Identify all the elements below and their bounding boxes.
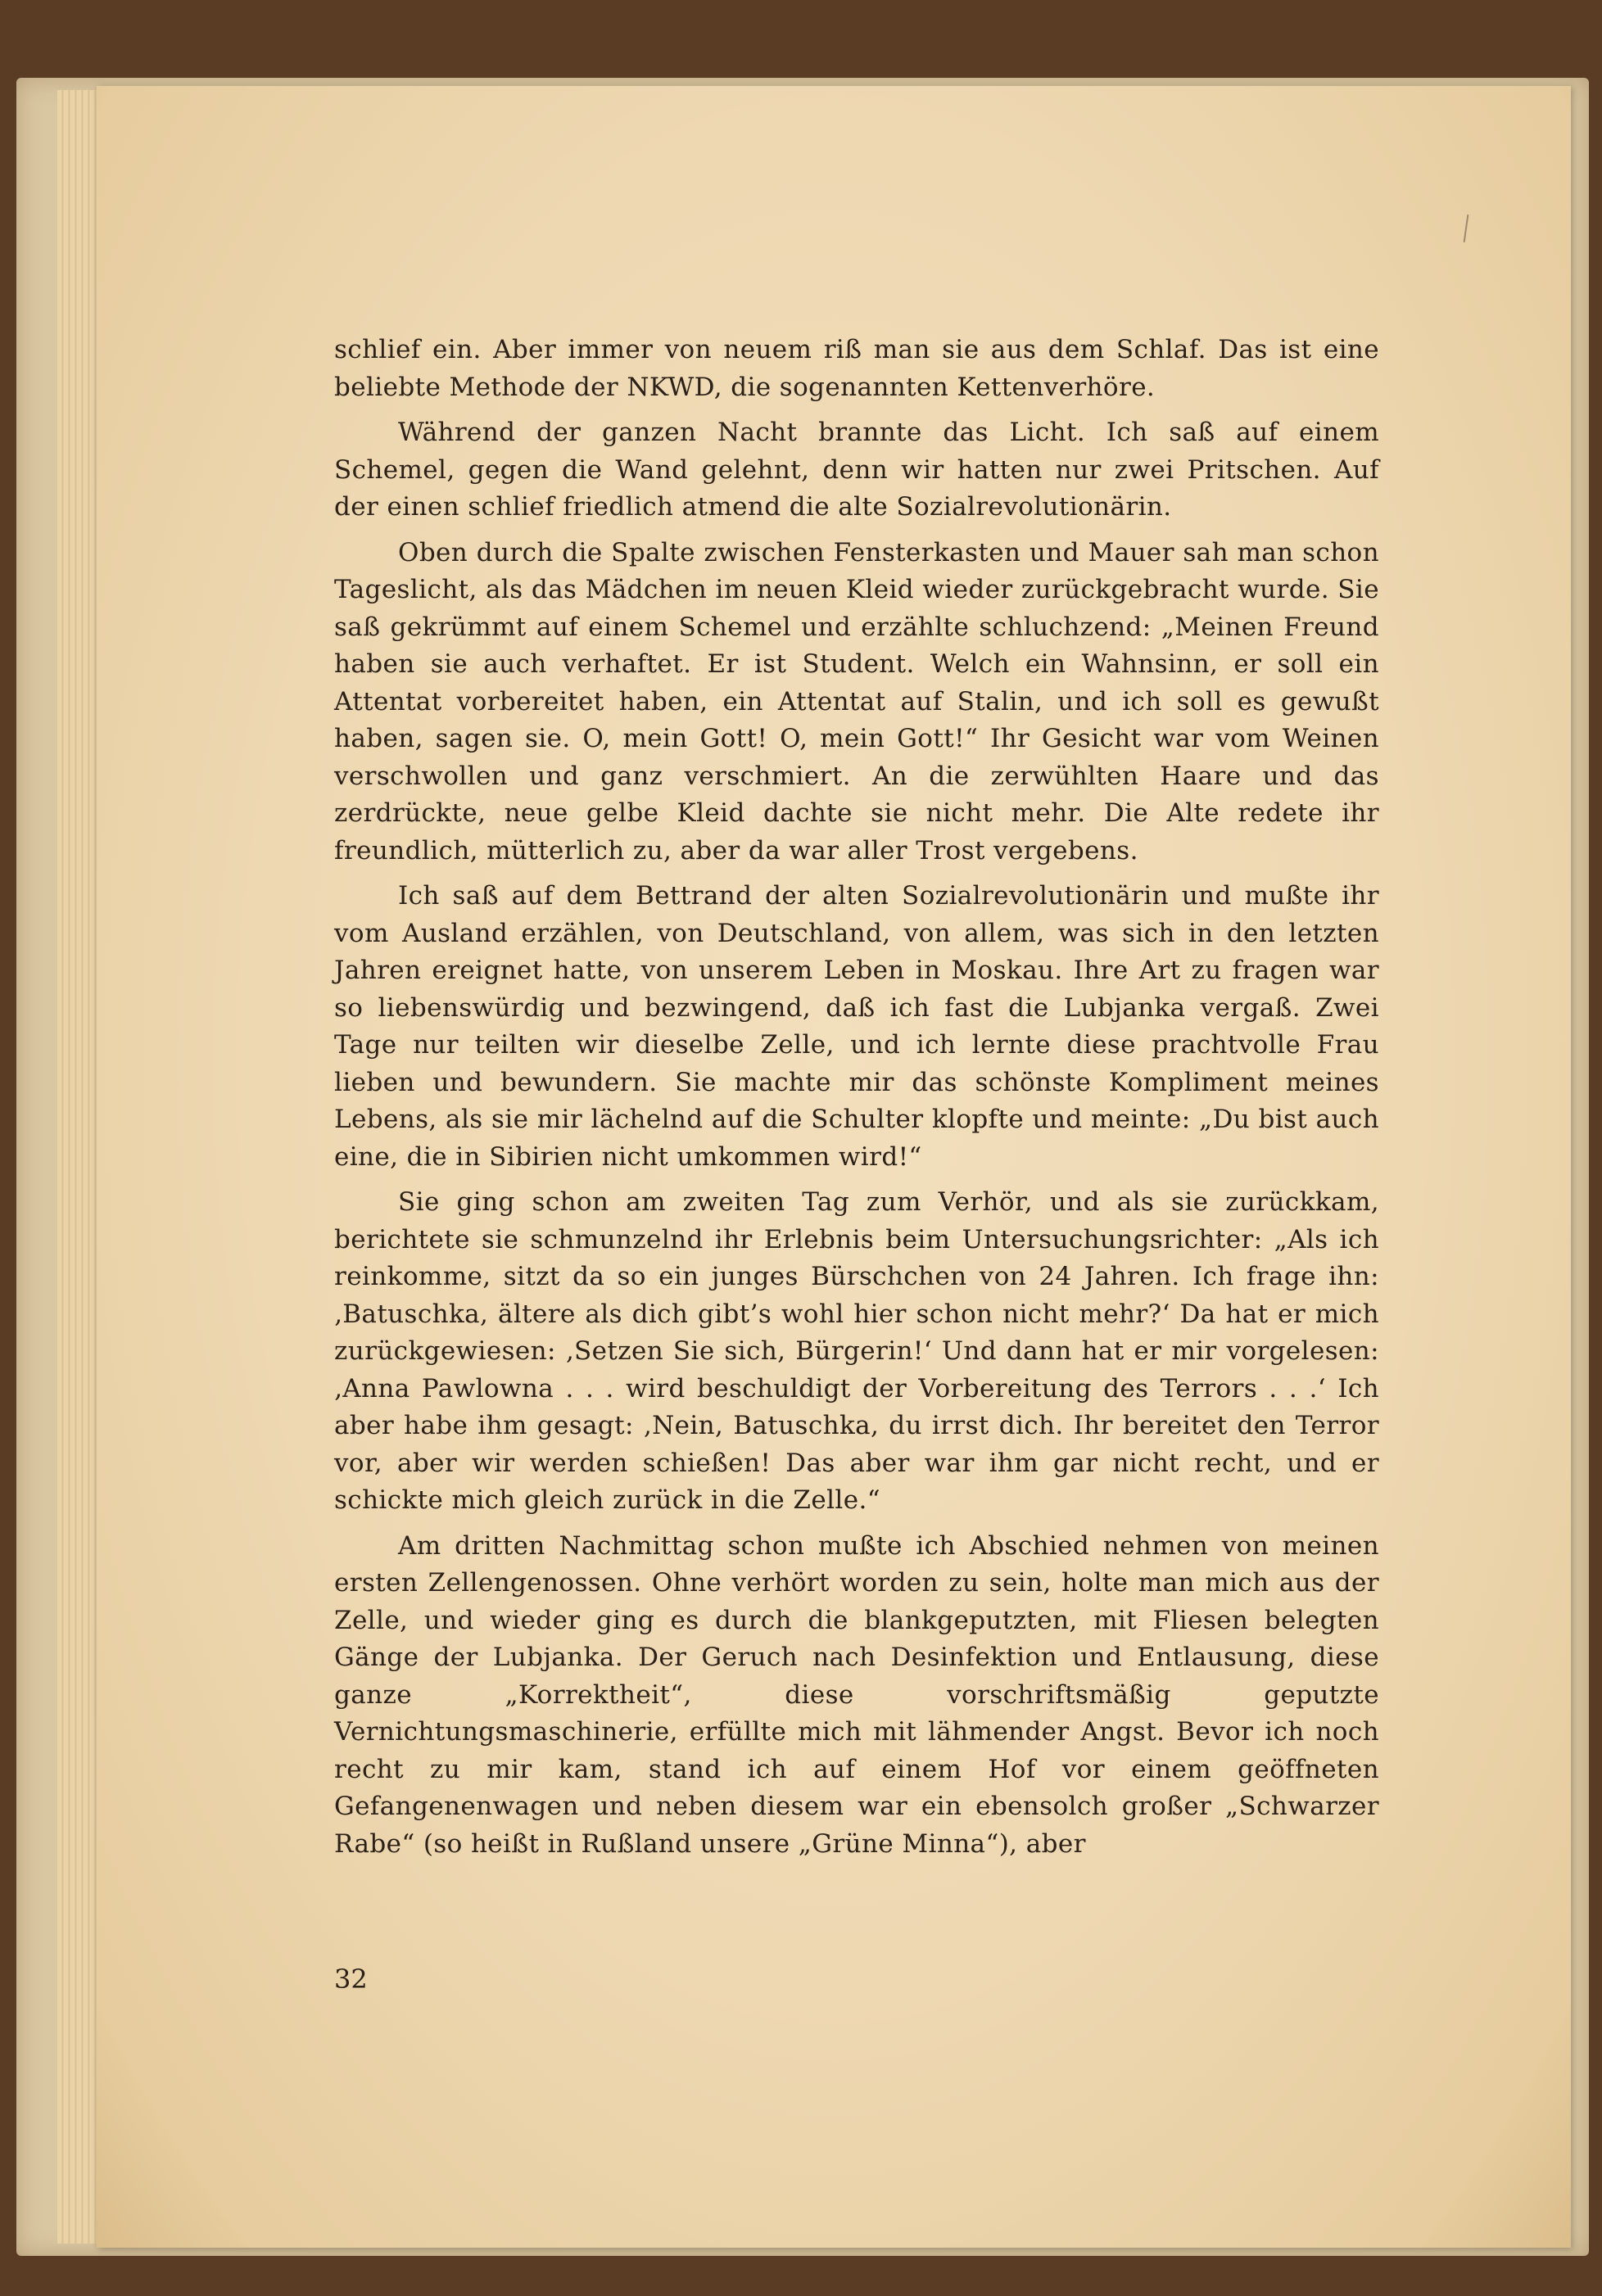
body-text <box>334 332 1379 1863</box>
paragraph: schlief ein. Aber immer von neuem riß man sie aus dem Schlaf. Das ist eine beliebte Methode der NKWD, die sogenannten Kettenverhöre. <box>334 335 1379 402</box>
page-number: 32 <box>334 1964 368 1995</box>
paragraph: Oben durch die Spalte zwischen Fensterkasten und Mauer sah man schon Tageslicht, als das Mädchen im neuen Kleid wieder zurückgebracht wurde. Sie saß gekrümmt auf einem Schemel und erzählte schluchzend: „Meinen Freund haben sie auch verhaftet. Er ist Student. Welch ein Wahnsinn, er soll ein Attentat vorbereitet haben, ein Attentat auf Stalin, und ich soll es gewußt haben, sagen sie. O, mein Gott! O, mein Gott!“ Ihr Gesicht war vom Weinen verschwollen und ganz verschmiert. An die zerwühlten Haare und das zerdrückte, neue gelbe Kleid dachte sie nicht mehr. Die Alte redete ihr freundlich, mütterlich zu, aber da war aller Trost vergebens. <box>334 537 1379 866</box>
paragraph: Während der ganzen Nacht brannte das Licht. Ich saß auf einem Schemel, gegen die Wand gelehnt, denn wir hatten nur zwei Pritschen. Auf der einen schlief friedlich atmend die alte Sozialrevolutionärin. <box>334 418 1379 522</box>
paragraph: Ich saß auf dem Bettrand der alten Sozialrevolutionärin und mußte ihr vom Ausland erzählen, von Deutschland, von allem, was sich in den letzten Jahren ereignet hatte, von unserem Leben in Moskau. Ihre Art zu fragen war so liebenswürdig und bezwingend, daß ich fast die Lubjanka vergaß. Zwei Tage nur teilten wir dieselbe Zelle, und ich lernte diese prachtvolle Frau lieben und bewundern. Sie machte mir das schönste Kompliment meines Lebens, als sie mir lächelnd auf die Schulter klopfte und meinte: „Du bist auch eine, die in Sibirien nicht umkommen wird!“ <box>334 881 1379 1172</box>
paragraph: Sie ging schon am zweiten Tag zum Verhör, und als sie zurückkam, berichtete sie schmunzelnd ihr Erlebnis beim Untersuchungsrichter: „Als ich reinkomme, sitzt da so ein junges Bürschchen von 24 Jahren. Ich frage ihn: ‚Batuschka, ältere als dich gibt’s wohl hier schon nicht mehr?‘ Da hat er mich zurückgewiesen: ‚Setzen Sie sich, Bürgerin!‘ Und dann hat er mir vorgelesen: ‚Anna Pawlowna . . . wird beschuldigt der Vorbereitung des Terrors . . .‘ Ich aber habe ihm gesagt: ‚Nein, Batuschka, du irrst dich. Ihr bereitet den Terror vor, aber wir werden schießen! Das aber war ihm gar nicht recht, und er schickte mich gleich zurück in die Zelle.“ <box>334 1187 1379 1515</box>
paragraph: Am dritten Nachmittag schon mußte ich Abschied nehmen von meinen ersten Zellengenossen. Ohne verhört worden zu sein, holte man mich aus der Zelle, und wieder ging es durch die blankgeputzten, mit Fliesen belegten Gänge der Lubjanka. Der Geruch nach Desinfektion und Entlausung, diese ganze „Korrektheit“, diese vorschriftsmäßig geputzte Vernichtungsmaschinerie, erfüllte mich mit lähmender Angst. Bevor ich noch recht zu mir kam, stand ich auf einem Hof vor einem geöffneten Gefangenenwagen und neben diesem war ein ebensolch großer „Schwarzer Rabe“ (so heißt in Rußland unsere „Grüne Minna“), aber <box>334 1530 1379 1859</box>
